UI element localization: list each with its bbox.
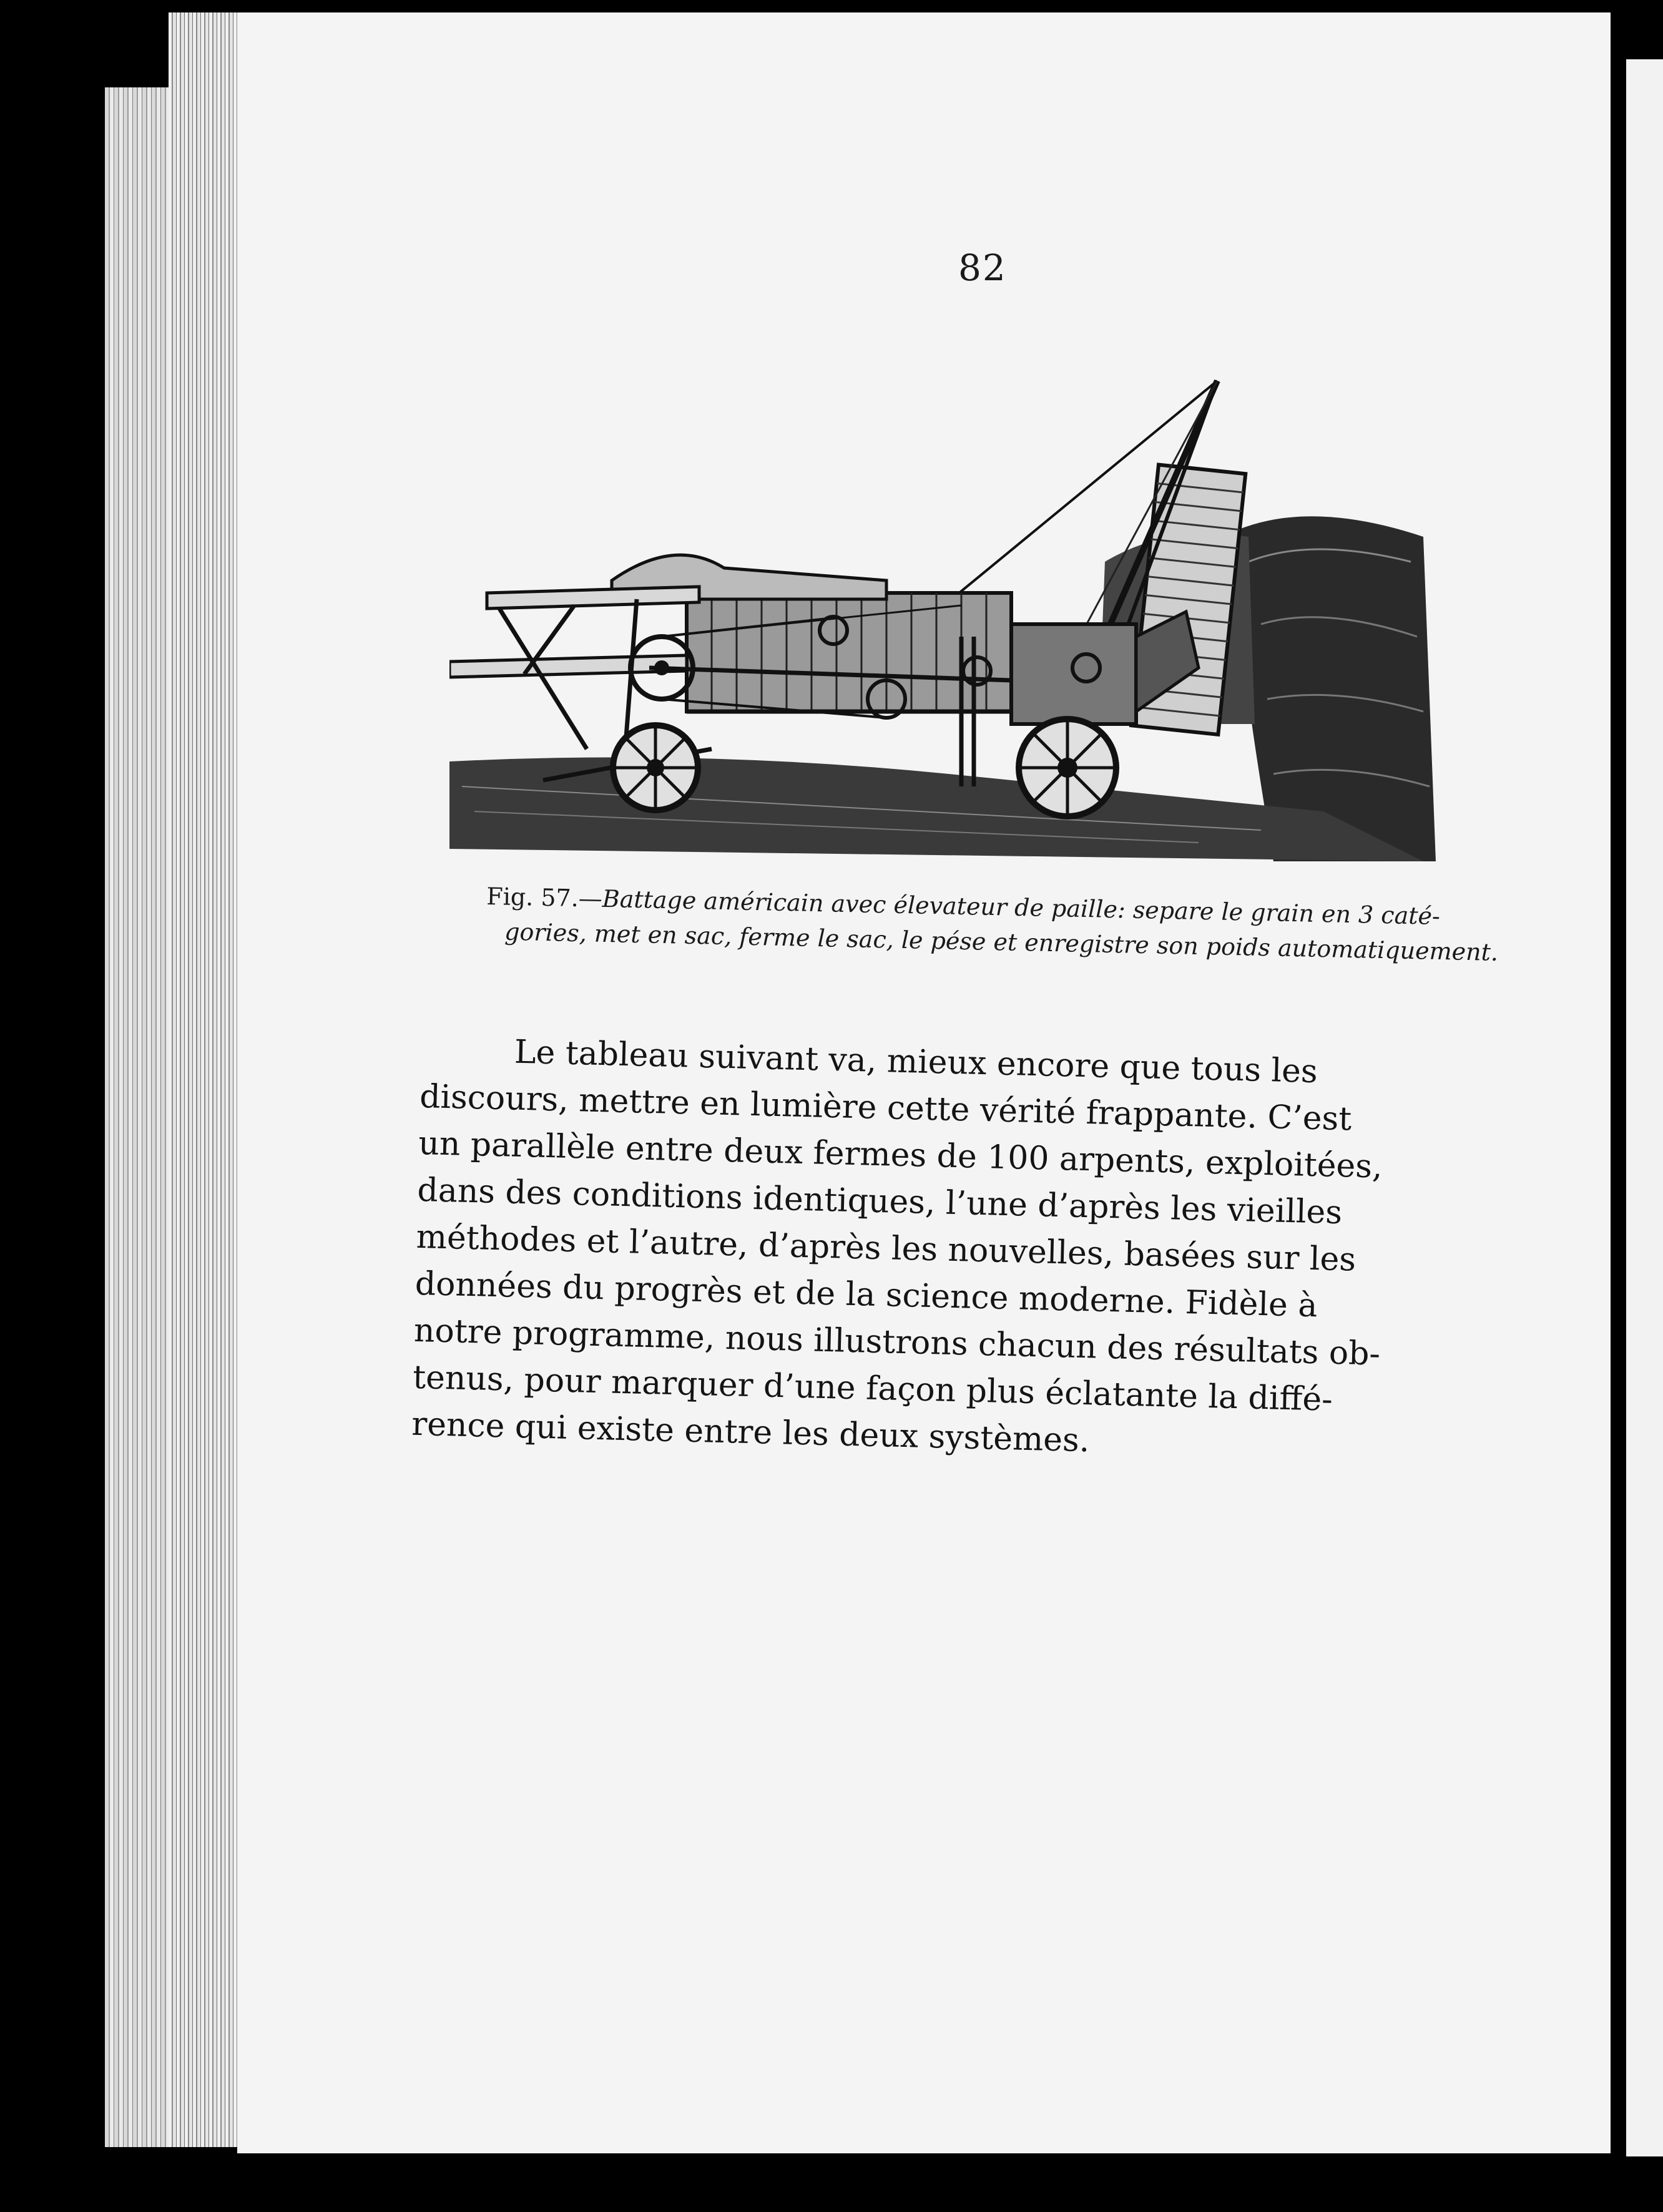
body-line: dans des conditions identiques, l’une d’après les vieilles (416, 1171, 1343, 1232)
threshing-machine-icon (449, 374, 1436, 874)
body-paragraph (411, 1027, 1470, 1474)
body-line: un parallèle entre deux fermes de 100 arpents, exploitées, (418, 1124, 1383, 1186)
threshing-machine-illustration (449, 374, 1436, 874)
body-line: Le tableau suivant va, mieux encore que tous les (514, 1033, 1318, 1091)
body-line: rence qui existe entre les deux systèmes. (411, 1405, 1091, 1460)
page-number: 82 (958, 247, 1007, 289)
page-edges-stack-inner (169, 12, 243, 2147)
caption-line-2: gories, met en sac, ferme le sac, le pése et enregistre son poids automatiquement. (504, 918, 1499, 966)
facing-page-edge (1626, 59, 1663, 2156)
body-line: données du progrès et de la science moderne. Fidèle à (415, 1265, 1318, 1325)
body-line: tenus, pour marquer d’une façon plus éclatante la diffé- (412, 1358, 1333, 1419)
caption-line-1: —Battage américain avec élevateur de paille: separe le grain en 3 caté- (578, 884, 1441, 930)
figure-label: Fig. 57. (486, 882, 579, 913)
body-line: discours, mettre en lumière cette vérité frappante. C’est (419, 1077, 1352, 1138)
body-line: méthodes et l’autre, d’après les nouvelles, basées sur les (416, 1218, 1356, 1279)
body-line: notre programme, nous illustrons chacun des résultats ob- (413, 1311, 1381, 1373)
